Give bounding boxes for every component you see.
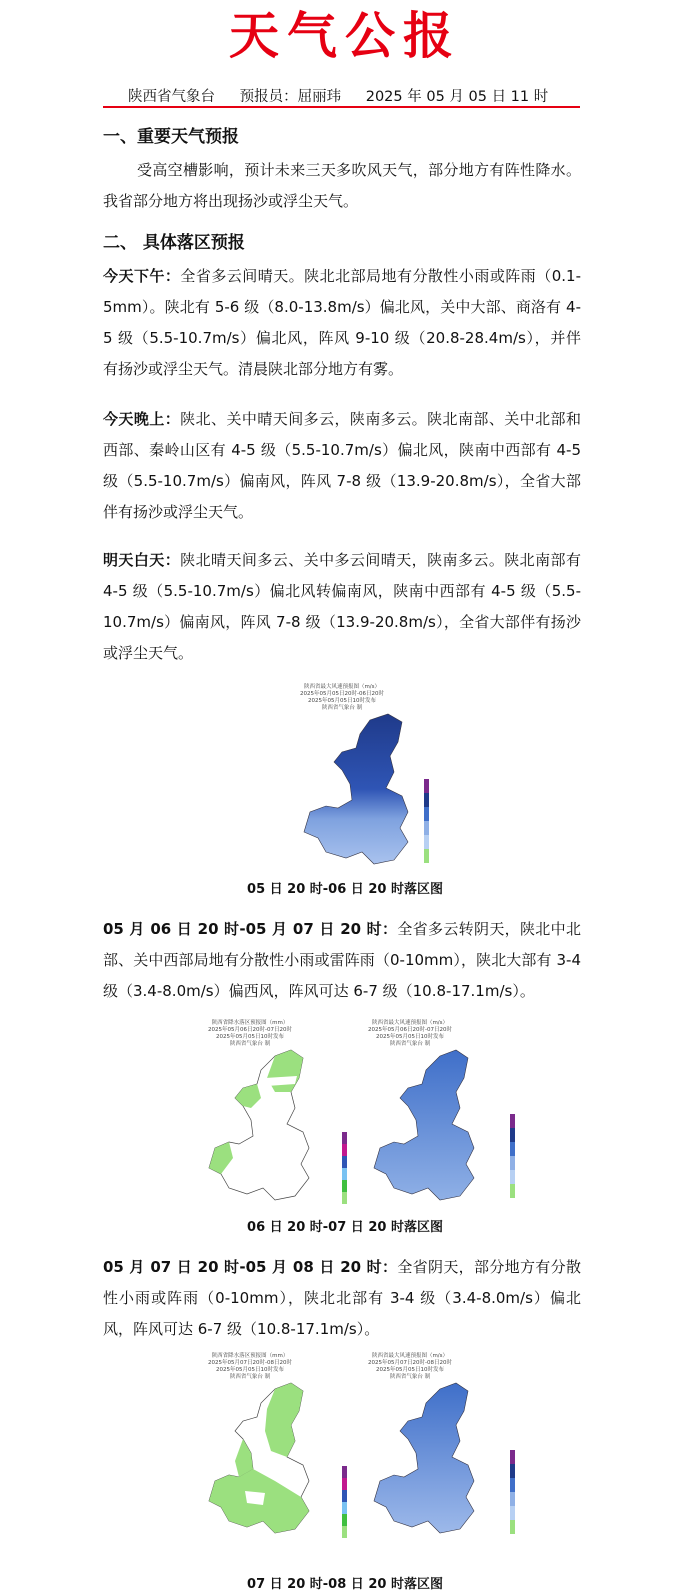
shaanxi-province-shape (304, 714, 408, 864)
rain-legend-2 (340, 1128, 358, 1208)
section-1-heading: 一、重要天气预报 (103, 127, 239, 147)
map-title-line: 陕西省气象台 制 (229, 1374, 271, 1380)
map-title-line: 2025年05月05日10时发布 (308, 698, 376, 704)
forecast-this-afternoon (103, 261, 581, 385)
wind-map-3-title (360, 1353, 460, 1381)
forecast-lead: 05 月 06 日 20 时-05 月 07 日 20 时： (103, 920, 398, 938)
map3-caption: 07 日 20 时-08 日 20 时落区图 (247, 1577, 443, 1592)
forecast-text: 陕北、关中晴天间多云，陕南多云。陕北南部、关中北部和西部、秦岭山区有 4-5 级（5.5-10.7m/s）偏北风，陕南中西部有 4-5 级（5.5-10.7m/s）偏南风，阵风 7-8 级（13.9-20.8m/s），全省大部伴有扬沙或浮尘天气。 (103, 410, 581, 521)
map-title-line: 2025年05月05日10时发布 (216, 1367, 284, 1373)
wind-legend-3 (508, 1446, 526, 1536)
map1-caption: 05 日 20 时-06 日 20 时落区图 (247, 882, 443, 897)
section-1-text: 受高空槽影响，预计未来三天多吹风天气，部分地方有阵性降水。我省部分地方将出现扬沙或浮尘天气。 (103, 161, 581, 210)
forecast-lead: 今天晚上： (103, 410, 181, 428)
forecast-tonight (103, 404, 581, 528)
wind-legend-2 (508, 1110, 526, 1200)
forecast-day2 (103, 914, 581, 1007)
map-title-line: 陕西省气象台 制 (389, 1041, 431, 1047)
rain-legend-3 (340, 1462, 358, 1542)
forecaster-name: 预报员：屈丽玮 (239, 89, 342, 105)
forecast-day3 (103, 1252, 581, 1345)
map-title-line: 陕西省气象台 制 (389, 1374, 431, 1380)
map-title-line: 陕西省降水落区预报图（mm） (211, 1353, 289, 1359)
red-divider (103, 106, 580, 108)
map-title-line: 2025年05月05日10时发布 (376, 1034, 444, 1040)
wind-map-2-title (360, 1020, 460, 1048)
bulletin-title: 天气公报 (229, 7, 461, 65)
rain-map-3-title (200, 1353, 300, 1381)
forecast-tomorrow-day (103, 545, 581, 669)
map-title-line: 陕西省最大风速预报图（m/s） (371, 1020, 449, 1026)
map-title-line: 2025年05月06日20时-07日20时 (368, 1027, 452, 1033)
map-title-line: 2025年05月05日20时-06日20时 (300, 691, 384, 697)
shaanxi-province-shape (374, 1050, 474, 1200)
map-title-line: 2025年05月05日10时发布 (376, 1367, 444, 1373)
map-title-line: 陕西省最大风速预报图（m/s） (303, 684, 381, 690)
bulletin-header (128, 88, 588, 106)
map-title-line: 2025年05月06日20时-07日20时 (208, 1027, 292, 1033)
map-title-line: 陕西省气象台 制 (321, 705, 363, 711)
section-2-heading: 二、 具体落区预报 (103, 233, 245, 253)
rain-map-2-title (200, 1020, 300, 1048)
rain-map-2 (205, 1048, 335, 1208)
map1-title (272, 684, 412, 712)
map-title-line: 2025年05月07日20时-08日20时 (208, 1360, 292, 1366)
wind-map-2 (370, 1048, 500, 1208)
issue-date: 2025 年 05 月 05 日 11 时 (365, 89, 549, 105)
rain-map-3 (205, 1381, 335, 1546)
forecast-lead: 明天白天： (103, 551, 181, 569)
forecast-text: 全省多云间晴天。陕北北部局地有分散性小雨或阵雨（0.1-5mm）。陕北有 5-6 级（8.0-13.8m/s）偏北风，关中大部、商洛有 4-5 级（5.5-10.7m/s）偏北风，阵风 9-10 级（20.8-28.4m/s），并伴有扬沙或浮尘天气。清晨陕北部分地方有雾。 (103, 267, 581, 378)
map-title-line: 陕西省降水落区预报图（mm） (211, 1020, 289, 1026)
agency-name: 陕西省气象台 (128, 89, 215, 105)
forecast-lead: 05 月 07 日 20 时-05 月 08 日 20 时： (103, 1258, 398, 1276)
map-title-line: 陕西省最大风速预报图（m/s） (371, 1353, 449, 1359)
map-title-line: 2025年05月07日20时-08日20时 (368, 1360, 452, 1366)
forecast-lead: 今天下午： (103, 267, 181, 285)
shaanxi-province-shape (374, 1383, 474, 1533)
forecast-text: 陕北晴天间多云、关中多云间晴天，陕南多云。陕北南部有 4-5 级（5.5-10.7m/s）偏北风转偏南风，陕南中西部有 4-5 级（5.5-10.7m/s）偏南风，阵风 7-8 级（13.9-20.8m/s），全省大部伴有扬沙或浮尘天气。 (103, 551, 581, 662)
wind-map-3 (370, 1381, 500, 1546)
forecast-text: 全省多云转阴天，陕北中北部、关中西部局地有分散性小雨或雷阵雨（0-10mm），陕北大部有 3-4 级（3.4-8.0m/s）偏西风，阵风可达 6-7 级（10.8-17.1m/s）。 (103, 920, 581, 1000)
map-title-line: 2025年05月05日10时发布 (216, 1034, 284, 1040)
forecast-text: 全省阴天，部分地方有分散性小雨或阵雨（0-10mm），陕北北部有 3-4 级（3.4-8.0m/s）偏北风，阵风可达 6-7 级（10.8-17.1m/s）。 (103, 1258, 581, 1338)
wind-legend-1 (422, 775, 442, 865)
map2-caption: 06 日 20 时-07 日 20 时落区图 (247, 1220, 443, 1235)
map-title-line: 陕西省气象台 制 (229, 1041, 271, 1047)
